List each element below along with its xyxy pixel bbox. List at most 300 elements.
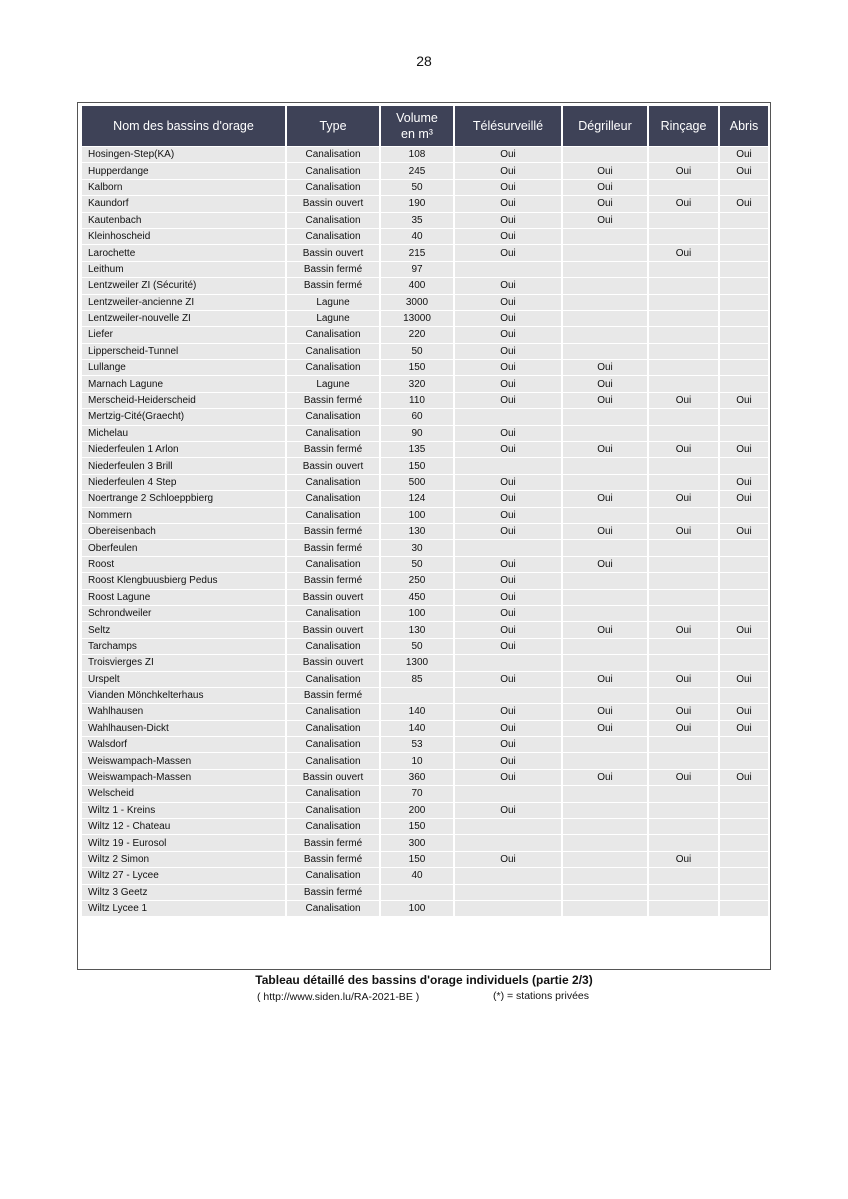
cell-degrilleur [563,573,647,588]
cell-degrilleur: Oui [563,721,647,736]
cell-rincage [649,655,718,670]
cell-degrilleur [563,508,647,523]
cell-abris [720,458,768,473]
table-row [82,753,768,768]
cell-abris [720,590,768,605]
cell-rincage [649,508,718,523]
header-volume-line1: Volume [396,111,438,125]
cell-rincage [649,557,718,572]
cell-abris: Oui [720,721,768,736]
cell-type: Bassin ouvert [287,770,379,785]
cell-type: Bassin ouvert [287,622,379,637]
cell-volume: 3000 [381,295,453,310]
cell-type: Canalisation [287,704,379,719]
cell-name: Weiswampach-Massen [82,753,285,768]
table-row [82,655,768,670]
cell-name: Wiltz 12 - Chateau [82,819,285,834]
cell-rincage [649,229,718,244]
cell-degrilleur [563,295,647,310]
cell-degrilleur [563,278,647,293]
cell-abris [720,327,768,342]
cell-type: Lagune [287,295,379,310]
cell-type: Bassin ouvert [287,590,379,605]
cell-name: Lentzweiler-ancienne ZI [82,295,285,310]
cell-type: Canalisation [287,901,379,916]
cell-name: Lullange [82,360,285,375]
cell-telesurveille [455,688,561,703]
table-row [82,295,768,310]
cell-type: Canalisation [287,606,379,621]
cell-rincage [649,409,718,424]
cell-type: Bassin fermé [287,852,379,867]
cell-volume: 108 [381,147,453,162]
cell-telesurveille: Oui [455,229,561,244]
cell-abris [720,213,768,228]
table-row [82,573,768,588]
cell-name: Lentzweiler ZI (Sécurité) [82,278,285,293]
cell-abris: Oui [720,524,768,539]
cell-degrilleur: Oui [563,163,647,178]
table-row [82,885,768,900]
cell-degrilleur [563,590,647,605]
header-abris: Abris [720,106,768,146]
table-row [82,688,768,703]
cell-volume: 50 [381,180,453,195]
cell-degrilleur [563,885,647,900]
cell-type: Canalisation [287,721,379,736]
cell-rincage [649,688,718,703]
cell-rincage: Oui [649,196,718,211]
table-row [82,868,768,883]
cell-type: Canalisation [287,409,379,424]
cell-volume: 400 [381,278,453,293]
cell-telesurveille: Oui [455,606,561,621]
cell-name: Schrondweiler [82,606,285,621]
cell-name: Mertzig-Cité(Graecht) [82,409,285,424]
table-row [82,393,768,408]
cell-rincage [649,458,718,473]
cell-rincage [649,590,718,605]
cell-rincage: Oui [649,245,718,260]
cell-telesurveille: Oui [455,278,561,293]
cell-degrilleur: Oui [563,360,647,375]
cell-volume: 13000 [381,311,453,326]
cell-rincage: Oui [649,524,718,539]
cell-type: Bassin fermé [287,278,379,293]
cell-volume: 135 [381,442,453,457]
cell-volume: 130 [381,524,453,539]
cell-degrilleur: Oui [563,442,647,457]
table-row [82,803,768,818]
cell-abris [720,868,768,883]
cell-rincage [649,426,718,441]
cell-type: Canalisation [287,475,379,490]
cell-telesurveille: Oui [455,639,561,654]
cell-type: Canalisation [287,786,379,801]
cell-abris [720,180,768,195]
cell-degrilleur [563,262,647,277]
cell-telesurveille: Oui [455,426,561,441]
cell-volume: 250 [381,573,453,588]
cell-degrilleur: Oui [563,622,647,637]
cell-degrilleur: Oui [563,213,647,228]
cell-type: Bassin fermé [287,524,379,539]
cell-abris: Oui [720,442,768,457]
cell-rincage [649,295,718,310]
cell-type: Canalisation [287,672,379,687]
cell-abris: Oui [720,672,768,687]
cell-name: Lipperscheid-Tunnel [82,344,285,359]
cell-volume: 53 [381,737,453,752]
cell-rincage [649,327,718,342]
cell-degrilleur [563,901,647,916]
cell-telesurveille: Oui [455,524,561,539]
table-row [82,524,768,539]
cell-abris [720,245,768,260]
cell-degrilleur [563,803,647,818]
cell-degrilleur: Oui [563,524,647,539]
cell-abris [720,885,768,900]
cell-name: Noertrange 2 Schloeppbierg [82,491,285,506]
cell-type: Canalisation [287,344,379,359]
cell-type: Canalisation [287,180,379,195]
cell-name: Wiltz 3 Geetz [82,885,285,900]
cell-name: Lentzweiler-nouvelle ZI [82,311,285,326]
header-degrilleur: Dégrilleur [563,106,647,146]
cell-abris [720,786,768,801]
page-number: 28 [416,53,432,69]
cell-abris [720,229,768,244]
cell-abris [720,819,768,834]
cell-type: Canalisation [287,426,379,441]
table-row [82,442,768,457]
cell-type: Bassin fermé [287,442,379,457]
table-caption: Tableau détaillé des bassins d'orage individuels (partie 2/3) [255,973,593,987]
cell-rincage: Oui [649,672,718,687]
cell-type: Bassin fermé [287,885,379,900]
cell-name: Wahlhausen [82,704,285,719]
cell-degrilleur: Oui [563,557,647,572]
cell-rincage: Oui [649,704,718,719]
cell-rincage [649,213,718,228]
cell-telesurveille [455,901,561,916]
cell-degrilleur [563,852,647,867]
table-row [82,835,768,850]
table-row [82,606,768,621]
cell-type: Bassin ouvert [287,245,379,260]
cell-name: Marnach Lagune [82,376,285,391]
cell-rincage: Oui [649,622,718,637]
cell-volume: 124 [381,491,453,506]
cell-degrilleur [563,327,647,342]
cell-type: Bassin ouvert [287,655,379,670]
cell-type: Lagune [287,376,379,391]
cell-abris [720,835,768,850]
cell-telesurveille [455,655,561,670]
table-row [82,360,768,375]
cell-telesurveille: Oui [455,737,561,752]
cell-degrilleur: Oui [563,393,647,408]
cell-telesurveille [455,409,561,424]
private-stations-note: (*) = stations privées [493,990,589,1002]
cell-volume: 110 [381,393,453,408]
cell-telesurveille: Oui [455,376,561,391]
cell-type: Canalisation [287,753,379,768]
source-link: ( http://www.siden.lu/RA-2021-BE ) [257,991,420,1003]
cell-degrilleur: Oui [563,196,647,211]
cell-telesurveille [455,540,561,555]
cell-abris [720,557,768,572]
cell-volume: 40 [381,229,453,244]
cell-degrilleur [563,426,647,441]
cell-name: Obereisenbach [82,524,285,539]
cell-rincage [649,376,718,391]
table-row [82,327,768,342]
cell-type: Bassin fermé [287,688,379,703]
cell-abris [720,508,768,523]
cell-telesurveille: Oui [455,622,561,637]
cell-degrilleur [563,786,647,801]
cell-telesurveille: Oui [455,672,561,687]
cell-name: Leithum [82,262,285,277]
cell-name: Liefer [82,327,285,342]
cell-abris [720,344,768,359]
cell-degrilleur: Oui [563,672,647,687]
cell-abris: Oui [720,475,768,490]
cell-name: Wiltz Lycee 1 [82,901,285,916]
cell-name: Wahlhausen-Dickt [82,721,285,736]
cell-name: Welscheid [82,786,285,801]
cell-telesurveille: Oui [455,721,561,736]
cell-rincage [649,311,718,326]
cell-volume: 200 [381,803,453,818]
cell-volume: 100 [381,508,453,523]
cell-rincage [649,262,718,277]
cell-abris [720,409,768,424]
cell-volume: 50 [381,557,453,572]
cell-abris [720,426,768,441]
cell-name: Weiswampach-Massen [82,770,285,785]
cell-rincage [649,606,718,621]
cell-telesurveille: Oui [455,344,561,359]
cell-type: Canalisation [287,229,379,244]
cell-telesurveille: Oui [455,311,561,326]
cell-abris [720,262,768,277]
cell-type: Bassin ouvert [287,196,379,211]
cell-telesurveille: Oui [455,508,561,523]
cell-abris [720,655,768,670]
header-row [82,106,768,146]
cell-volume: 140 [381,704,453,719]
cell-type: Canalisation [287,737,379,752]
cell-type: Canalisation [287,213,379,228]
cell-degrilleur: Oui [563,491,647,506]
cell-type: Canalisation [287,147,379,162]
cell-degrilleur [563,835,647,850]
header-rincage: Rinçage [649,106,718,146]
cell-telesurveille: Oui [455,360,561,375]
cell-telesurveille [455,835,561,850]
cell-name: Hosingen-Step(KA) [82,147,285,162]
cell-type: Canalisation [287,508,379,523]
cell-rincage [649,639,718,654]
cell-rincage [649,278,718,293]
cell-telesurveille: Oui [455,557,561,572]
cell-degrilleur [563,311,647,326]
cell-telesurveille: Oui [455,196,561,211]
cell-degrilleur: Oui [563,180,647,195]
cell-rincage [649,901,718,916]
table-row [82,540,768,555]
cell-abris: Oui [720,491,768,506]
cell-name: Larochette [82,245,285,260]
cell-abris [720,540,768,555]
table-row [82,770,768,785]
cell-abris [720,606,768,621]
cell-name: Niederfeulen 3 Brill [82,458,285,473]
cell-volume: 70 [381,786,453,801]
cell-name: Troisvierges ZI [82,655,285,670]
cell-abris: Oui [720,163,768,178]
cell-volume: 215 [381,245,453,260]
cell-degrilleur [563,245,647,260]
cell-telesurveille: Oui [455,147,561,162]
table-row [82,901,768,916]
table-body [82,147,768,916]
table-row [82,311,768,326]
cell-telesurveille: Oui [455,180,561,195]
cell-degrilleur [563,458,647,473]
cell-degrilleur [563,606,647,621]
cell-rincage [649,360,718,375]
cell-telesurveille: Oui [455,295,561,310]
cell-abris: Oui [720,622,768,637]
cell-telesurveille: Oui [455,573,561,588]
table-row [82,262,768,277]
table-row [82,557,768,572]
header-volume-line2: en m³ [401,127,433,141]
cell-degrilleur [563,409,647,424]
cell-degrilleur [563,655,647,670]
cell-name: Kautenbach [82,213,285,228]
cell-name: Merscheid-Heiderscheid [82,393,285,408]
cell-rincage [649,180,718,195]
cell-telesurveille: Oui [455,590,561,605]
cell-telesurveille: Oui [455,803,561,818]
cell-name: Roost Lagune [82,590,285,605]
table-row [82,196,768,211]
cell-volume: 500 [381,475,453,490]
cell-rincage: Oui [649,163,718,178]
cell-abris: Oui [720,147,768,162]
cell-degrilleur [563,344,647,359]
cell-degrilleur [563,868,647,883]
cell-rincage [649,573,718,588]
cell-telesurveille: Oui [455,245,561,260]
cell-degrilleur: Oui [563,770,647,785]
cell-name: Kalborn [82,180,285,195]
cell-volume: 100 [381,606,453,621]
cell-volume: 10 [381,753,453,768]
cell-telesurveille: Oui [455,163,561,178]
cell-volume: 190 [381,196,453,211]
cell-name: Kleinhoscheid [82,229,285,244]
cell-abris [720,737,768,752]
cell-volume [381,688,453,703]
cell-rincage [649,737,718,752]
cell-degrilleur [563,475,647,490]
cell-volume: 360 [381,770,453,785]
cell-volume: 150 [381,458,453,473]
cell-telesurveille: Oui [455,753,561,768]
cell-telesurveille: Oui [455,770,561,785]
cell-name: Tarchamps [82,639,285,654]
table-row [82,147,768,162]
cell-name: Oberfeulen [82,540,285,555]
cell-volume: 97 [381,262,453,277]
cell-abris [720,295,768,310]
cell-volume: 450 [381,590,453,605]
cell-telesurveille [455,868,561,883]
cell-name: Roost [82,557,285,572]
header-name: Nom des bassins d'orage [82,106,285,146]
cell-telesurveille [455,786,561,801]
cell-type: Canalisation [287,803,379,818]
cell-type: Canalisation [287,491,379,506]
cell-type: Canalisation [287,819,379,834]
cell-degrilleur [563,819,647,834]
cell-telesurveille: Oui [455,393,561,408]
table-row [82,491,768,506]
table-row [82,590,768,605]
cell-volume [381,885,453,900]
cell-abris [720,360,768,375]
cell-abris: Oui [720,393,768,408]
cell-rincage [649,475,718,490]
cell-volume: 220 [381,327,453,342]
cell-rincage: Oui [649,770,718,785]
cell-volume: 40 [381,868,453,883]
table-row [82,229,768,244]
cell-volume: 150 [381,852,453,867]
header-telesurveille: Télésurveillé [455,106,561,146]
cell-volume: 245 [381,163,453,178]
cell-rincage: Oui [649,393,718,408]
cell-volume: 300 [381,835,453,850]
cell-telesurveille: Oui [455,852,561,867]
header-type: Type [287,106,379,146]
table-row [82,852,768,867]
table-row [82,426,768,441]
cell-telesurveille: Oui [455,491,561,506]
cell-abris [720,573,768,588]
cell-volume: 1300 [381,655,453,670]
cell-name: Urspelt [82,672,285,687]
cell-type: Canalisation [287,557,379,572]
cell-rincage: Oui [649,442,718,457]
cell-telesurveille [455,885,561,900]
table-row [82,245,768,260]
cell-abris: Oui [720,704,768,719]
cell-type: Canalisation [287,639,379,654]
cell-name: Kaundorf [82,196,285,211]
cell-degrilleur: Oui [563,376,647,391]
cell-rincage: Oui [649,721,718,736]
cell-abris [720,803,768,818]
cell-volume: 320 [381,376,453,391]
cell-name: Wiltz 2 Simon [82,852,285,867]
table-frame [77,102,771,970]
